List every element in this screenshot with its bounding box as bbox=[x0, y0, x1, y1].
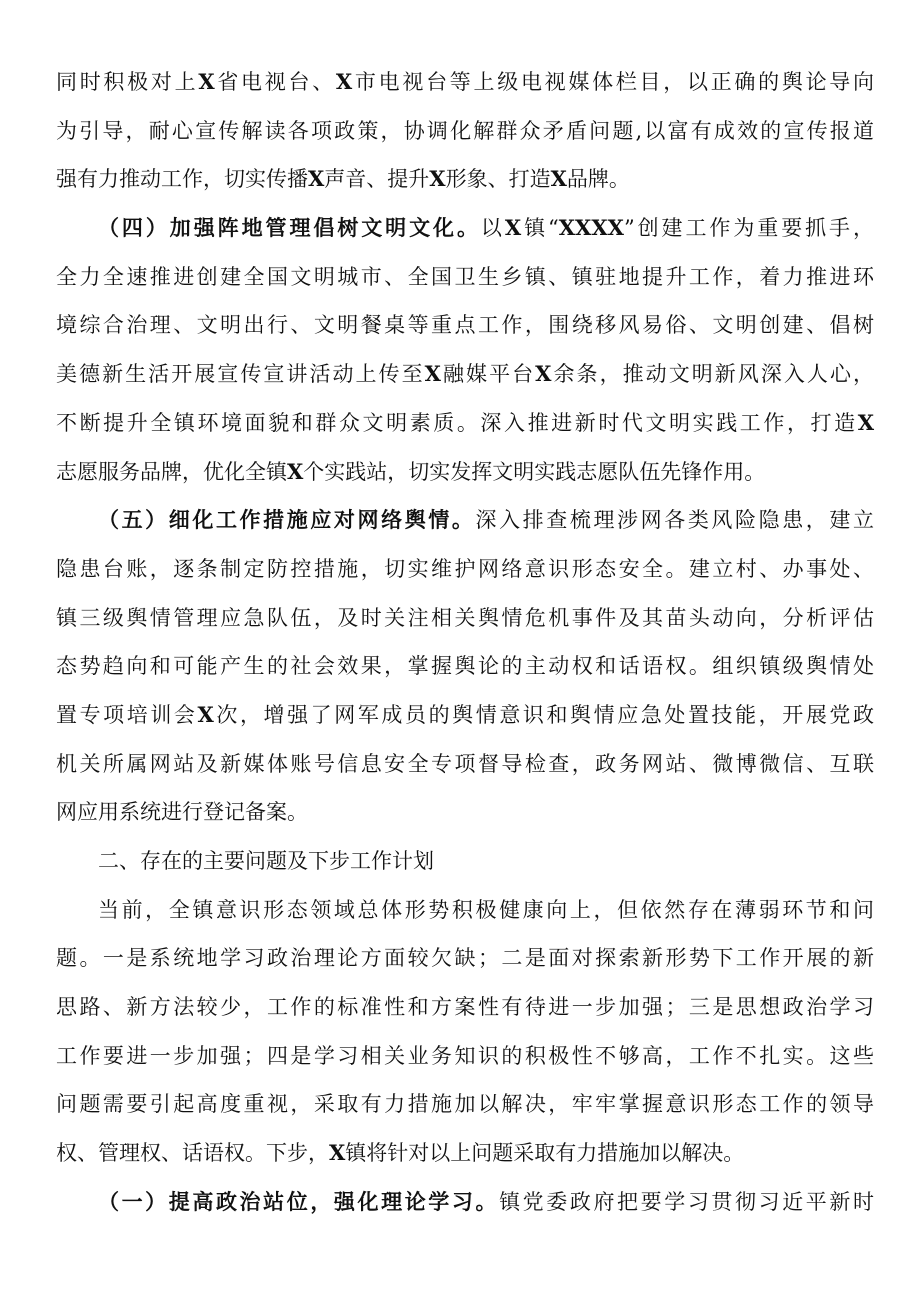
text-line: 问题需要引起高度重视，采取有力措施加以解决，牢牢掌握意识形态工作的领导 bbox=[56, 1092, 874, 1117]
placeholder-mark: X bbox=[308, 166, 325, 192]
placeholder-mark: X bbox=[424, 361, 441, 387]
placeholder-mark: X bbox=[429, 166, 446, 192]
text-line: 美德新生活开展宣传宣讲活动上传至X融媒平台X余条，推动文明新风深入人心， bbox=[56, 361, 875, 387]
text-line: 全力全速推进创建全国文明城市、全国卫生乡镇、镇驻地提升工作，着力推进环 bbox=[56, 264, 874, 289]
placeholder-mark: XXXX bbox=[558, 215, 624, 241]
placeholder-mark: X bbox=[857, 409, 874, 435]
text-line: 机关所属网站及新媒体账号信息安全专项督导检查，政务网站、微博微信、互联 bbox=[56, 751, 874, 776]
section-title: 二、存在的主要问题及下步工作计划 bbox=[98, 849, 434, 873]
subsection-heading: （五）细化工作措施应对网络舆情。 bbox=[98, 507, 476, 533]
placeholder-mark: X bbox=[198, 69, 215, 94]
placeholder-mark: X bbox=[535, 361, 552, 387]
placeholder-mark: X bbox=[550, 166, 567, 192]
placeholder-mark: X bbox=[287, 458, 304, 484]
text-line: 不断提升全镇环境面貌和群众文明素质。深入推进新时代文明实践工作，打造X bbox=[56, 409, 874, 435]
text-line: 工作要进一步加强；四是学习相关业务知识的积极性不够高，工作不扎实。这些 bbox=[56, 1043, 874, 1068]
text-line: 同时积极对上X省电视台、X市电视台等上级电视媒体栏目，以正确的舆论导向 bbox=[56, 69, 875, 94]
text-span: 以X镇“XXXX”创建工作为重要抓手， bbox=[480, 215, 874, 241]
text-line: 权、管理权、话语权。下步，X镇将针对以上问题采取有力措施加以解决。 bbox=[56, 1140, 745, 1166]
subsection-heading: （四）加强阵地管理倡树文明文化。 bbox=[98, 215, 481, 241]
placeholder-mark: X bbox=[197, 701, 214, 727]
text-line bbox=[56, 1178, 874, 1227]
text-line: 志愿服务品牌，优化全镇X个实践站，切实发挥文明实践志愿队伍先锋作用。 bbox=[56, 458, 766, 484]
text-line bbox=[56, 204, 874, 253]
text-line: 当前，全镇意识形态领域总体形势积极健康向上，但依然存在薄弱环节和问 bbox=[98, 897, 874, 922]
text-line: 镇三级舆情管理应急队伍，及时关注相关舆情危机事件及其苗头动向，分析评估 bbox=[56, 605, 874, 630]
text-span: 深入排查梳理涉网各类风险隐患，建立 bbox=[475, 508, 874, 533]
text-line: 为引导，耐心宣传解读各项政策，协调化解群众矛盾问题,以富有成效的宣传报道 bbox=[56, 118, 874, 143]
text-line bbox=[56, 496, 874, 545]
document-page bbox=[56, 58, 874, 1227]
subsection-heading: （一）提高政治站位，强化理论学习。 bbox=[98, 1188, 500, 1214]
placeholder-mark: X bbox=[329, 1140, 346, 1166]
text-line: 思路、新方法较少，工作的标准性和方案性有待进一步加强；三是思想政治学习 bbox=[56, 995, 874, 1020]
text-line: 题。一是系统地学习政治理论方面较欠缺；二是面对探索新形势下工作开展的新 bbox=[56, 946, 874, 971]
text-line: 强有力推动工作，切实传播X声音、提升X形象、打造X品牌。 bbox=[56, 166, 630, 192]
placeholder-mark: X bbox=[335, 69, 353, 94]
text-line: 态势趋向和可能产生的社会效果，掌握舆论的主动权和话语权。组织镇级舆情处 bbox=[56, 654, 874, 679]
text-line: 网应用系统进行登记备案。 bbox=[56, 800, 308, 825]
text-line: 境综合治理、文明出行、文明餐桌等重点工作，围绕移风易俗、文明创建、倡树 bbox=[56, 313, 874, 338]
placeholder-mark: X bbox=[504, 215, 522, 241]
text-span: 镇党委政府把要学习贯彻习近平新时 bbox=[499, 1189, 874, 1214]
text-line: 隐患台账，逐条制定防控措施，切实维护网络意识形态安全。建立村、办事处、 bbox=[56, 556, 874, 581]
text-line: 置专项培训会X次，增强了网军成员的舆情意识和舆情应急处置技能，开展党政 bbox=[56, 701, 875, 727]
